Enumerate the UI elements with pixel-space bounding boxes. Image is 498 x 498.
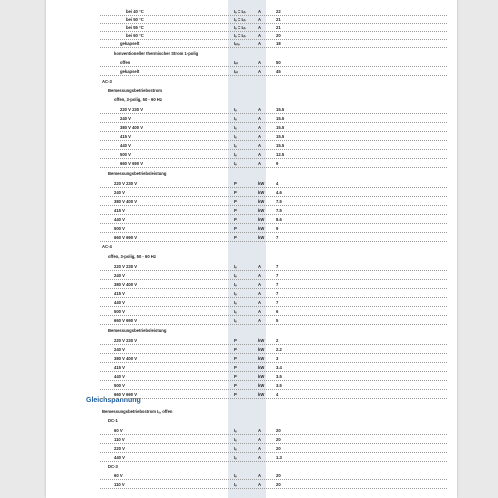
table-row (46, 463, 457, 471)
table-row (46, 272, 457, 280)
row-unit: A (258, 428, 262, 433)
row-unit: A (258, 41, 262, 46)
row-value: 20 (276, 33, 281, 38)
row-unit: kW (258, 199, 265, 204)
row-unit: A (258, 17, 262, 22)
row-label: 60 V (114, 473, 123, 478)
table-row (46, 198, 457, 206)
table-row (46, 142, 457, 150)
row-unit: A (258, 291, 262, 296)
row-unit: A (258, 9, 262, 14)
row-value: 6 (276, 309, 279, 314)
row-label: DC-3 (108, 464, 118, 469)
row-symbol: Iₑ (234, 446, 237, 451)
row-value: 4 (276, 392, 279, 397)
row-label: offen, 3-polig, 50 - 60 Hz (114, 97, 162, 102)
row-symbol: Iₑ (234, 125, 237, 130)
row-label: 240 V (120, 116, 131, 121)
row-symbol: Iₑ (234, 291, 237, 296)
document-page (46, 0, 457, 498)
row-unit: kW (258, 383, 265, 388)
row-unit: A (258, 60, 262, 65)
row-unit: A (258, 309, 262, 314)
row-symbol: Iₜₕ (234, 60, 239, 65)
row-label: 220 V 230 V (114, 264, 138, 269)
table-row (46, 59, 457, 67)
row-label: 380 V 400 V (114, 199, 138, 204)
table-row (46, 427, 457, 435)
row-divider (100, 389, 447, 390)
row-value: 50 (276, 60, 281, 65)
table-row (46, 115, 457, 123)
row-value: 3.5 (276, 374, 282, 379)
table-row (46, 290, 457, 298)
row-symbol: P (234, 235, 237, 240)
row-symbol: Iₑ (234, 309, 237, 314)
row-label: AC-4 (102, 244, 112, 249)
row-label: 220 V 230 V (114, 181, 138, 186)
row-unit: A (258, 473, 262, 478)
row-symbol: P (234, 338, 237, 343)
row-value: 7 (276, 273, 279, 278)
row-divider (100, 434, 447, 435)
row-symbol: P (234, 365, 237, 370)
row-label: 440 V (114, 217, 125, 222)
row-label: 220 V 230 V (114, 338, 138, 343)
table-row (46, 96, 457, 104)
row-label: offen, 3-polig, 50 - 60 Hz (108, 254, 156, 259)
row-symbol: Iₑ (234, 273, 237, 278)
row-value: 15.5 (276, 143, 285, 148)
row-divider (100, 398, 447, 399)
row-label: gekapselt (120, 41, 140, 46)
row-unit: kW (258, 217, 265, 222)
table-row (46, 170, 457, 178)
table-row (46, 299, 457, 307)
row-divider (100, 187, 447, 188)
row-divider (100, 75, 447, 76)
row-label: bei 50 °C (126, 17, 144, 22)
row-value: 45 (276, 69, 281, 74)
row-value: 18 (276, 41, 281, 46)
row-symbol: Iₑ (234, 264, 237, 269)
row-symbol: Iₜₕₑ (234, 41, 240, 46)
row-symbol: Iₑ (234, 282, 237, 287)
row-unit: A (258, 143, 262, 148)
row-value: 9 (276, 161, 279, 166)
row-divider (100, 324, 447, 325)
row-symbol: P (234, 217, 237, 222)
row-unit: A (258, 264, 262, 269)
row-unit: A (258, 107, 262, 112)
row-symbol: P (234, 347, 237, 352)
row-symbol: Iₑ (234, 116, 237, 121)
row-unit: A (258, 134, 262, 139)
row-value: 3 (276, 356, 279, 361)
row-divider (100, 362, 447, 363)
row-value: 7 (276, 235, 279, 240)
row-symbol: Iₑ (234, 428, 237, 433)
table-row (46, 234, 457, 242)
row-divider (100, 66, 447, 67)
row-symbol: Iₑ = Iₜₕ (234, 25, 246, 30)
row-divider (100, 47, 447, 48)
row-label: 500 V (114, 383, 125, 388)
row-divider (100, 443, 447, 444)
row-label: 380 V 400 V (114, 356, 138, 361)
row-label: 240 V (114, 190, 125, 195)
table-row (46, 160, 457, 168)
table-row (46, 364, 457, 372)
row-divider (100, 479, 447, 480)
row-label: Bemessungsbetriebsleistung (108, 328, 167, 333)
table-row (46, 40, 457, 48)
row-label: 60 V (114, 428, 123, 433)
row-label: 110 V (114, 482, 125, 487)
row-label: 660 V 690 V (120, 161, 144, 166)
table-row (46, 253, 457, 261)
row-symbol: Iₑ = Iₜₕ (234, 33, 246, 38)
row-label: 220 V 230 V (120, 107, 144, 112)
table-row (46, 8, 457, 16)
row-divider (100, 315, 447, 316)
row-divider (100, 279, 447, 280)
row-value: 20 (276, 428, 281, 433)
row-label: 440 V (114, 455, 125, 460)
row-label: 440 V (120, 143, 131, 148)
row-unit: A (258, 125, 262, 130)
row-symbol: Iₑ = Iₜₕ (234, 17, 246, 22)
row-label: bei 55 °C (126, 25, 144, 30)
row-value: 20 (276, 482, 281, 487)
row-divider (100, 461, 447, 462)
row-unit: A (258, 446, 262, 451)
row-label: Bemessungsbetriebsleistung (108, 171, 167, 176)
table-row (46, 373, 457, 381)
table-row (46, 454, 457, 462)
table-row (46, 436, 457, 444)
row-unit: A (258, 455, 262, 460)
row-divider (100, 149, 447, 150)
row-value: 21 (276, 25, 281, 30)
row-symbol: Iₑ (234, 318, 237, 323)
table-row (46, 133, 457, 141)
row-divider (100, 452, 447, 453)
table-row (46, 68, 457, 76)
table-row (46, 281, 457, 289)
row-value: 20 (276, 446, 281, 451)
row-value: 8.6 (276, 217, 282, 222)
row-value: 7 (276, 291, 279, 296)
row-label: 415 V (114, 208, 125, 213)
table-row (46, 243, 457, 251)
row-label: 240 V (114, 347, 125, 352)
row-unit: kW (258, 338, 265, 343)
row-divider (100, 205, 447, 206)
table-row (46, 189, 457, 197)
table-row (46, 16, 457, 24)
row-value: 3.4 (276, 365, 282, 370)
row-divider (100, 122, 447, 123)
table-row (46, 408, 457, 416)
table-row (46, 445, 457, 453)
row-symbol: P (234, 199, 237, 204)
row-label: AC-3 (102, 79, 112, 84)
row-unit: kW (258, 374, 265, 379)
row-symbol: Iₑ (234, 455, 237, 460)
row-value: 2.2 (276, 347, 282, 352)
row-label: 440 V (114, 374, 125, 379)
row-divider (100, 353, 447, 354)
row-symbol: P (234, 374, 237, 379)
table-row (46, 78, 457, 86)
row-value: 5 (276, 318, 279, 323)
row-label: 380 V 400 V (120, 125, 144, 130)
row-label: 415 V (114, 365, 125, 370)
row-symbol: Iₑ (234, 152, 237, 157)
table-row (46, 216, 457, 224)
row-value: 3.5 (276, 383, 282, 388)
row-label: 380 V 400 V (114, 282, 138, 287)
row-divider (100, 488, 447, 489)
row-symbol: P (234, 190, 237, 195)
table-row (46, 207, 457, 215)
row-symbol: Iₜₕ (234, 69, 239, 74)
row-unit: kW (258, 347, 265, 352)
row-value: 2 (276, 338, 279, 343)
row-value: 7 (276, 300, 279, 305)
table-row (46, 124, 457, 132)
table-row (46, 24, 457, 32)
row-value: 4.6 (276, 190, 282, 195)
row-symbol: Iₑ = Iₜₕ (234, 9, 246, 14)
table-row (46, 391, 457, 399)
table-row (46, 263, 457, 271)
row-symbol: P (234, 356, 237, 361)
row-value: 1.3 (276, 455, 282, 460)
table-row (46, 327, 457, 335)
table-row (46, 337, 457, 345)
row-unit: A (258, 116, 262, 121)
row-value: 22 (276, 9, 281, 14)
section-heading-gleichspannung: Gleichspannung (86, 397, 141, 404)
table-row (46, 87, 457, 95)
row-divider (100, 131, 447, 132)
row-value: 20 (276, 437, 281, 442)
row-symbol: Iₑ (234, 482, 237, 487)
row-value: 9 (276, 226, 279, 231)
row-label: 110 V (114, 437, 125, 442)
row-label: Bemessungsbetriebsstrom Iₑ, offen (102, 409, 173, 414)
row-symbol: Iₑ (234, 143, 237, 148)
row-label: 440 V (114, 300, 125, 305)
row-divider (100, 167, 447, 168)
row-symbol: P (234, 226, 237, 231)
row-label: bei 40 °C (126, 9, 144, 14)
row-unit: kW (258, 181, 265, 186)
row-value: 15.5 (276, 116, 285, 121)
row-label: offen (120, 60, 131, 65)
table-row (46, 355, 457, 363)
table-row (46, 481, 457, 489)
row-label: bei 60 °C (126, 33, 144, 38)
row-label: 220 V (114, 446, 125, 451)
row-symbol: Iₑ (234, 161, 237, 166)
row-value: 7.5 (276, 208, 282, 213)
row-unit: kW (258, 190, 265, 195)
row-label: konventioneller thermischer Strom 1-polig (114, 51, 199, 56)
row-label: 660 V 690 V (114, 392, 138, 397)
row-unit: A (258, 437, 262, 442)
row-divider (100, 288, 447, 289)
row-label: 500 V (120, 152, 131, 157)
row-unit: kW (258, 392, 265, 397)
row-divider (100, 214, 447, 215)
row-divider (100, 223, 447, 224)
row-value: 15.5 (276, 107, 285, 112)
row-unit: A (258, 152, 262, 157)
row-unit: A (258, 482, 262, 487)
row-symbol: P (234, 392, 237, 397)
row-divider (100, 241, 447, 242)
row-divider (100, 232, 447, 233)
table-row (46, 346, 457, 354)
row-symbol: P (234, 208, 237, 213)
row-unit: A (258, 318, 262, 323)
row-unit: A (258, 282, 262, 287)
row-value: 20 (276, 473, 281, 478)
row-divider (100, 196, 447, 197)
row-divider (100, 158, 447, 159)
row-label: 500 V (114, 309, 125, 314)
row-label: DC-1 (108, 418, 118, 423)
row-label: Bemessungsbetriebsstrom (108, 88, 162, 93)
row-value: 21 (276, 17, 281, 22)
row-value: 7.5 (276, 199, 282, 204)
table-row (46, 180, 457, 188)
row-label: 660 V 690 V (114, 318, 138, 323)
row-divider (100, 297, 447, 298)
row-label: gekapselt (120, 69, 140, 74)
row-value: 7 (276, 282, 279, 287)
row-label: 660 V 690 V (114, 235, 138, 240)
row-symbol: Iₑ (234, 473, 237, 478)
row-symbol: P (234, 383, 237, 388)
row-symbol: Iₑ (234, 300, 237, 305)
table-row (46, 317, 457, 325)
row-unit: A (258, 300, 262, 305)
table-row (46, 106, 457, 114)
row-value: 12.5 (276, 152, 285, 157)
row-divider (100, 140, 447, 141)
row-symbol: P (234, 181, 237, 186)
table-row (46, 417, 457, 425)
row-unit: A (258, 161, 262, 166)
table-row (46, 151, 457, 159)
row-divider (100, 113, 447, 114)
table-row (46, 225, 457, 233)
row-symbol: Iₑ (234, 134, 237, 139)
row-divider (100, 344, 447, 345)
row-divider (100, 306, 447, 307)
row-unit: kW (258, 365, 265, 370)
table-row (46, 472, 457, 480)
row-label: 240 V (114, 273, 125, 278)
row-value: 15.5 (276, 125, 285, 130)
row-unit: kW (258, 356, 265, 361)
table-row (46, 32, 457, 40)
row-unit: A (258, 25, 262, 30)
row-unit: kW (258, 208, 265, 213)
row-divider (100, 371, 447, 372)
row-unit: A (258, 33, 262, 38)
row-value: 7 (276, 264, 279, 269)
row-symbol: Iₑ (234, 437, 237, 442)
table-row (46, 50, 457, 58)
row-unit: kW (258, 226, 265, 231)
row-unit: A (258, 69, 262, 74)
row-value: 15.5 (276, 134, 285, 139)
row-value: 4 (276, 181, 279, 186)
row-divider (100, 380, 447, 381)
row-unit: A (258, 273, 262, 278)
row-unit: kW (258, 235, 265, 240)
row-label: 500 V (114, 226, 125, 231)
table-row (46, 308, 457, 316)
table-row (46, 382, 457, 390)
row-label: 415 V (114, 291, 125, 296)
row-label: 415 V (120, 134, 131, 139)
row-divider (100, 270, 447, 271)
row-symbol: Iₑ (234, 107, 237, 112)
